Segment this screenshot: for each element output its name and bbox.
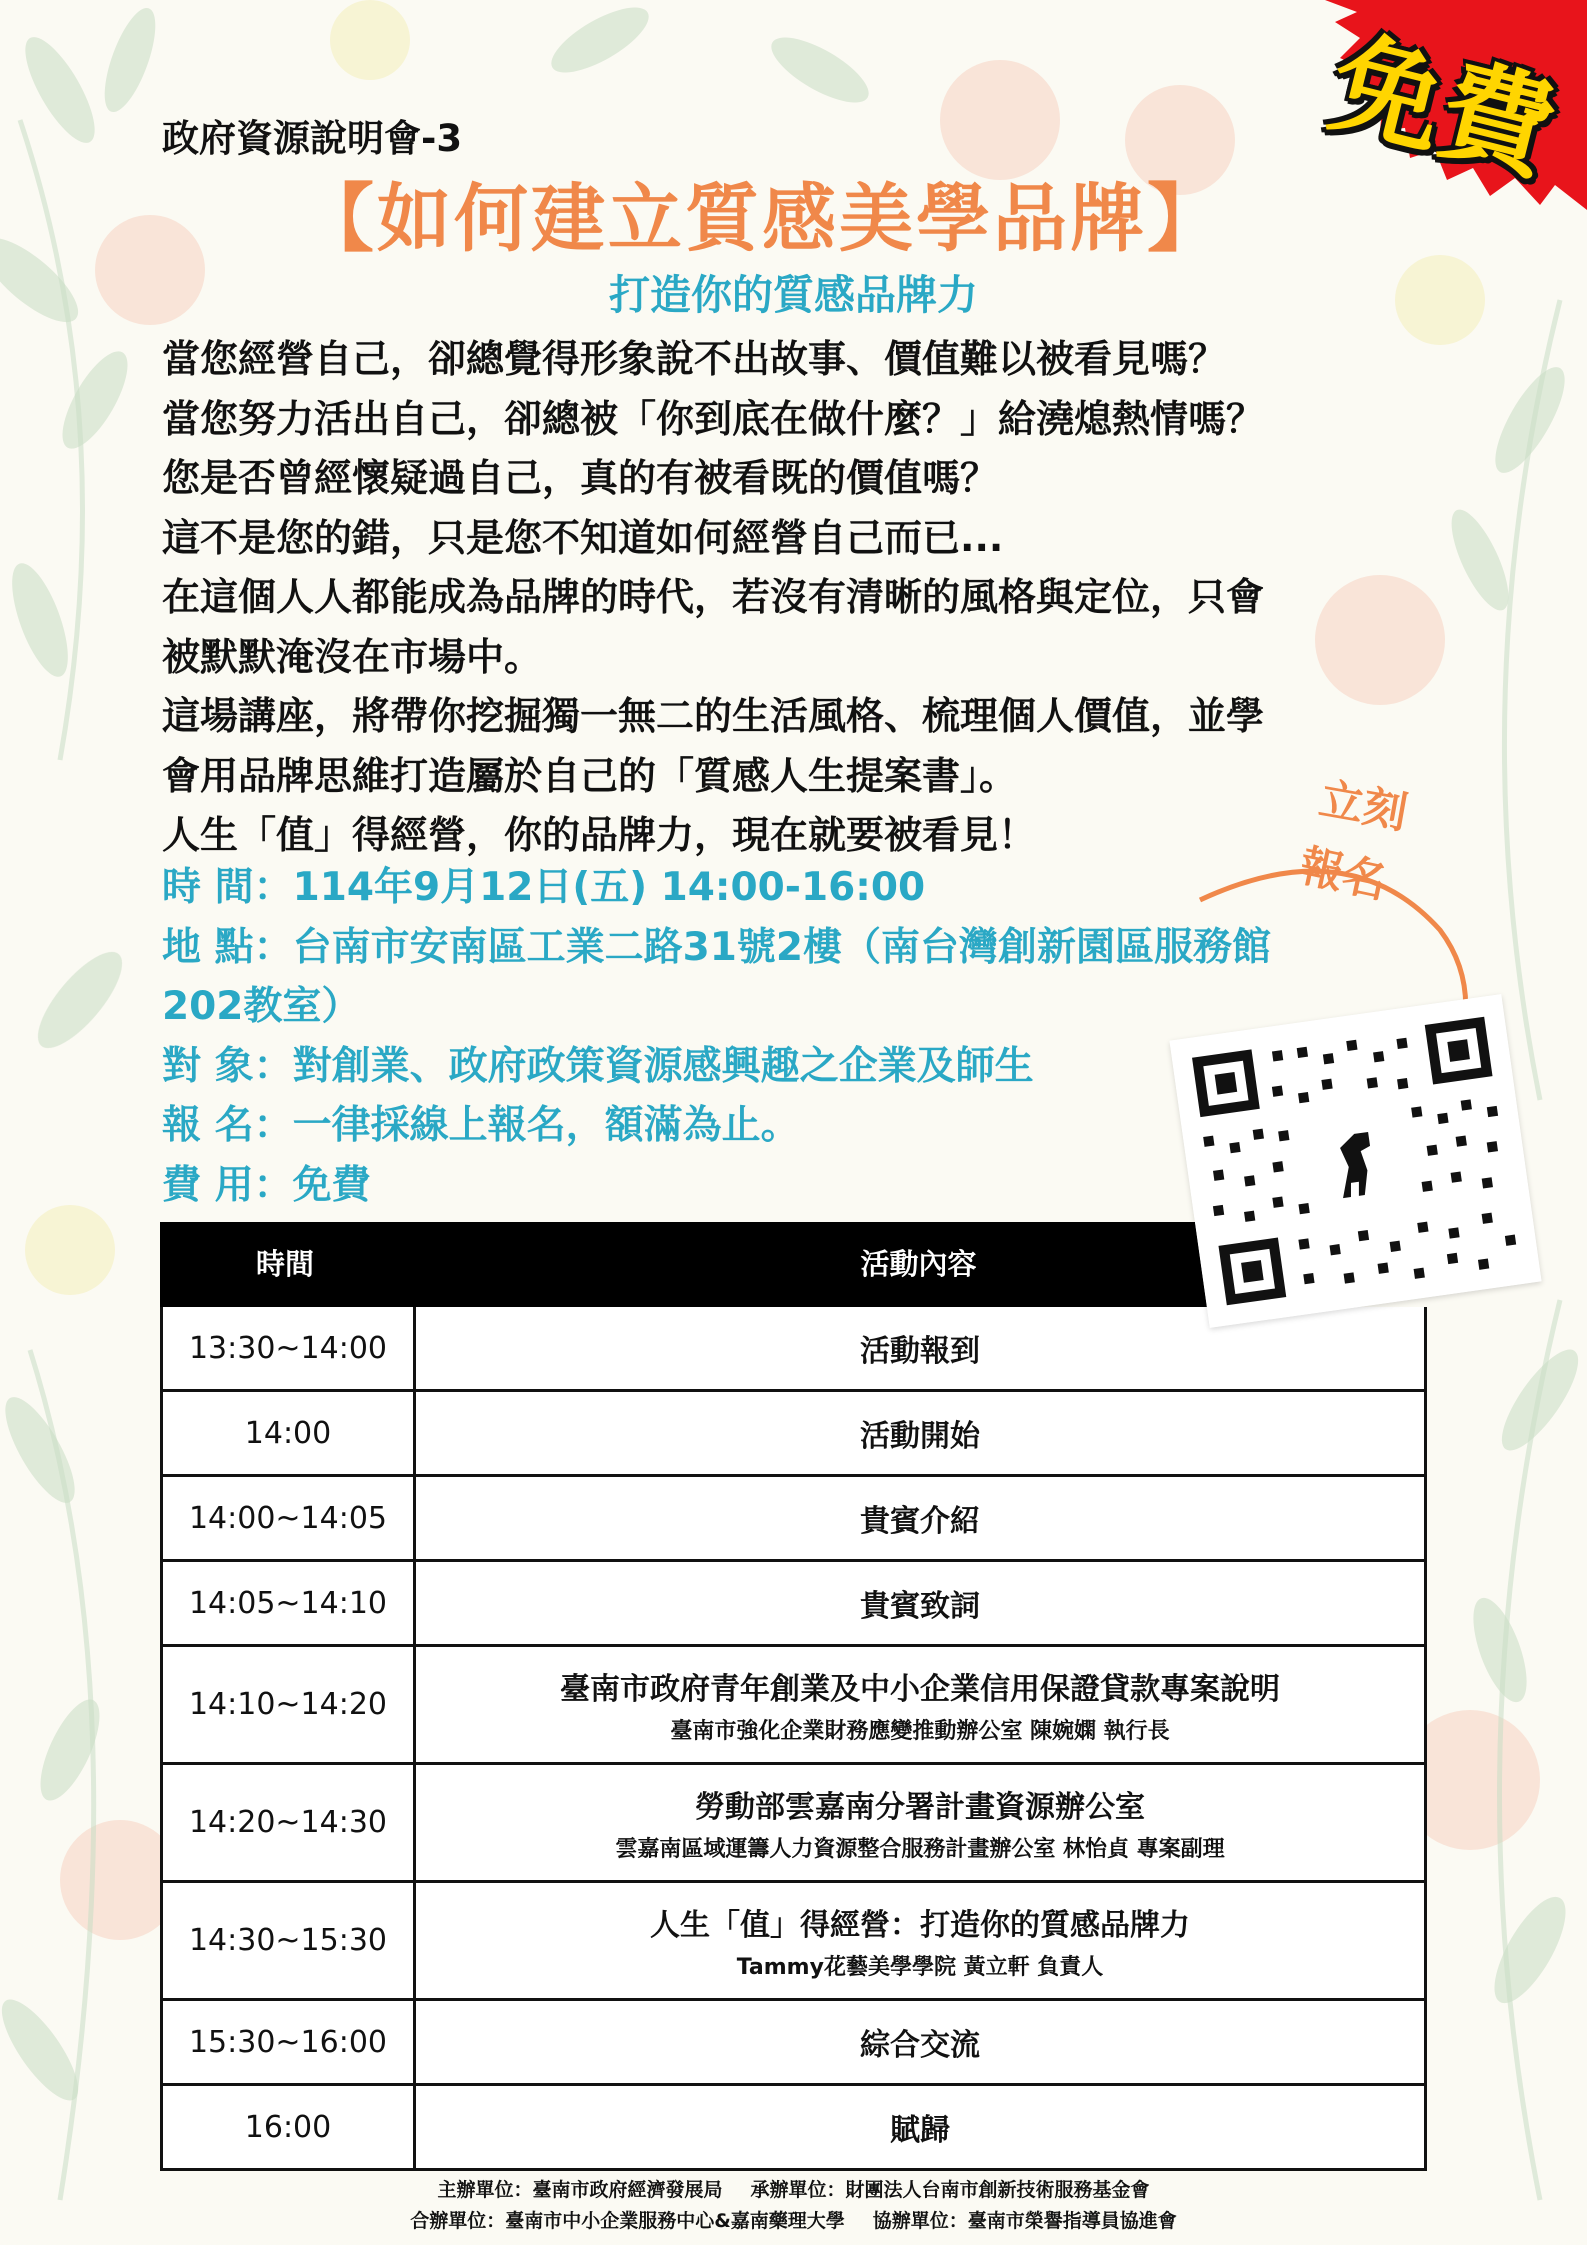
row-activity-title: 綜合交流 (860, 2028, 980, 2063)
row-activity (416, 1647, 1424, 1762)
intro-line: 被默默淹沒在市場中。 (162, 634, 543, 679)
row-time: 14:30~15:30 (163, 1883, 416, 1998)
row-activity-title: 貴賓介紹 (860, 1504, 980, 1539)
info-fee: 費 用：免費 (162, 1162, 371, 1208)
row-activity-title: 活動報到 (860, 1334, 980, 1369)
registration-qr-code[interactable] (1169, 994, 1541, 1328)
row-activity (416, 2001, 1424, 2083)
info-location-cont: 202教室） (162, 984, 361, 1029)
intro-line: 這場講座，將帶你挖掘獨一無二的生活風格、梳理個人價值，並學 (162, 694, 1265, 738)
intro-line: 人生「值」得經營，你的品牌力，現在就要被看見！ (162, 813, 1037, 857)
intro-line: 您是否曾經懷疑過自己，真的有被看既的價值嗎？ (162, 456, 999, 500)
footer-assistant: 協辦單位：臺南市榮譽指導員協進會 (872, 2210, 1177, 2232)
row-activity (416, 1477, 1424, 1559)
row-activity-title: 貴賓致詞 (860, 1589, 980, 1624)
row-activity (416, 1392, 1424, 1474)
qr-code-icon (1169, 994, 1541, 1328)
row-activity-title: 勞動部雲嘉南分署計畫資源辦公室 (695, 1790, 1145, 1825)
register-now-line1: 立刻 (1315, 773, 1411, 840)
footer-co-organizer: 合辦單位：臺南市中小企業服務中心&嘉南藥理大學 (410, 2210, 845, 2232)
row-activity-title: 活動開始 (860, 1419, 980, 1454)
row-activity (416, 1562, 1424, 1644)
row-activity (416, 1883, 1424, 1998)
table-body (160, 1307, 1427, 2171)
schedule-table (160, 1222, 1427, 2171)
row-time: 16:00 (163, 2086, 416, 2168)
row-activity (416, 2086, 1424, 2168)
info-audience: 對 象：對創業、政府政策資源感興趣之企業及師生 (162, 1043, 1034, 1089)
row-activity (416, 1765, 1424, 1880)
info-registration: 報 名：一律採線上報名，額滿為止。 (162, 1103, 800, 1148)
row-activity (416, 1307, 1424, 1389)
info-location: 地 點：台南市安南區工業二路31號2樓（南台灣創新園區服務館 (162, 924, 1271, 970)
table-row (163, 1762, 1424, 1880)
table-row (163, 1389, 1424, 1474)
intro-line: 會用品牌思維打造屬於自己的「質感人生提案書」。 (162, 753, 1018, 798)
intro-text (162, 330, 1422, 866)
footer-line-1 (0, 2175, 1587, 2206)
table-row (163, 1559, 1424, 1644)
header-activity: 活動內容 (860, 1247, 977, 1281)
footer-line-2 (0, 2206, 1587, 2237)
row-time: 14:00~14:05 (163, 1477, 416, 1559)
event-series-label: 政府資源說明會-3 (162, 117, 463, 160)
row-time: 14:05~14:10 (163, 1562, 416, 1644)
table-row (163, 1474, 1424, 1559)
table-row (163, 1880, 1424, 1998)
header-time: 時間 (255, 1247, 314, 1281)
row-time: 14:10~14:20 (163, 1647, 416, 1762)
footer-organizer: 主辦單位：臺南市政府經濟發展局 (437, 2179, 723, 2201)
intro-line: 在這個人人都能成為品牌的時代，若沒有清晰的風格與定位，只會 (162, 575, 1265, 619)
table-row (163, 1998, 1424, 2083)
row-activity-speaker: 臺南市強化企業財務應變推動辦公室 陳婉嫻 執行長 (670, 1719, 1170, 1744)
intro-line: 這不是您的錯，只是您不知道如何經營自己而已... (162, 515, 1004, 560)
row-activity-speaker: 雲嘉南區域運籌人力資源整合服務計畫辦公室 林怡貞 專案副理 (615, 1837, 1225, 1862)
intro-line: 當您經營自己，卻總覺得形象說不出故事、價值難以被看見嗎？ (162, 337, 1227, 381)
row-activity-title: 賦歸 (890, 2113, 950, 2148)
table-row (163, 2083, 1424, 2168)
intro-line: 當您努力活出自己，卻總被「你到底在做什麼？」給澆熄熱情嗎？ (162, 396, 1265, 441)
row-activity-speaker: Tammy花藝美學學院 黃立軒 負責人 (736, 1955, 1104, 1980)
row-time: 13:30~14:00 (163, 1307, 416, 1389)
info-time: 時 間：114年9月12日(五) 14:00-16:00 (162, 865, 926, 910)
free-badge-label: 免費 (1318, 17, 1568, 198)
row-time: 14:20~14:30 (163, 1765, 416, 1880)
page-subtitle: 打造你的質感品牌力 (609, 271, 978, 319)
row-time: 14:00 (163, 1392, 416, 1474)
row-time: 15:30~16:00 (163, 2001, 416, 2083)
footer-executor: 承辦單位：財團法人台南市創新技術服務基金會 (750, 2179, 1150, 2201)
table-row (163, 1644, 1424, 1762)
page-title: 【如何建立質感美學品牌】 (300, 176, 1224, 262)
organizers-footer (0, 2175, 1587, 2237)
row-activity-title: 人生「值」得經營：打造你的質感品牌力 (650, 1908, 1190, 1943)
register-now-line2: 報名 (1294, 840, 1392, 909)
row-activity-title: 臺南市政府青年創業及中小企業信用保證貸款專案說明 (560, 1672, 1280, 1707)
